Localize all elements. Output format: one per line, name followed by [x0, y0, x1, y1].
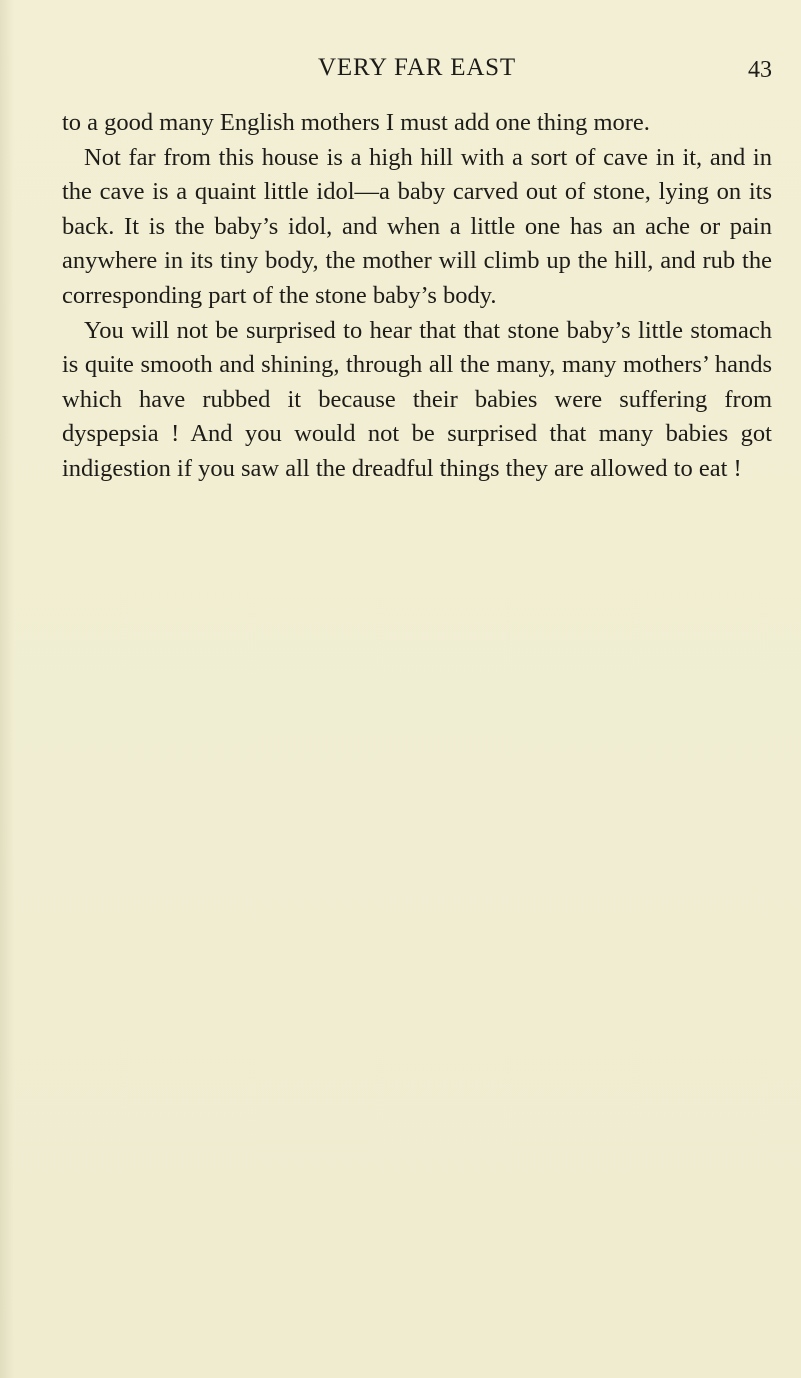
body-text — [62, 106, 772, 487]
page-header — [62, 48, 772, 88]
page-gutter-shadow — [0, 0, 14, 1378]
running-head: VERY FAR EAST — [318, 54, 516, 81]
paragraph-continued: to a good many English mothers I must add one thing more. — [62, 109, 650, 136]
paragraph-stone-baby-stomach: You will not be surprised to hear that that stone baby’s little stomach is quite smooth and shining, through all the many, many mothers’ hands which have rubbed it because their babies were suffering from dyspepsia ! And you would not be surprised that many babies got indigestion if you saw all the dreadful things they are allowed to eat ! — [62, 316, 772, 482]
page-number: 43 — [748, 57, 772, 83]
paragraph-baby-idol: Not far from this house is a high hill with a sort of cave in it, and in the cave is a quaint little idol—a baby carved out of stone, lying on its back. It is the baby’s idol, and when a little one has an ache or pain anywhere in its tiny body, the mother will climb up the hill, and rub the corresponding part of the stone baby’s body. — [62, 143, 772, 309]
